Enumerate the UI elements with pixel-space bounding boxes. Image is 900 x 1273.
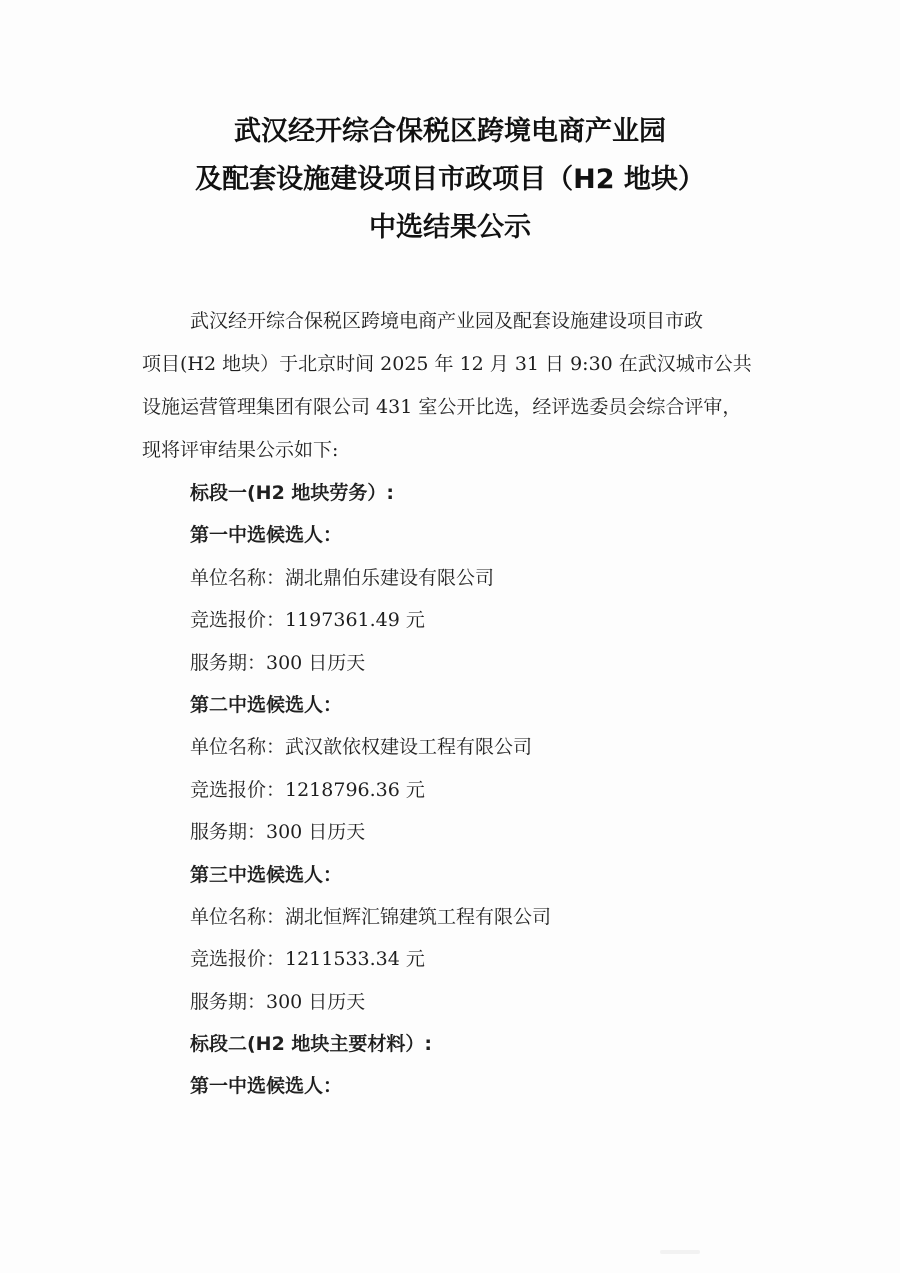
candidate-price: 竞选报价：1197361.49 元 [190,609,425,632]
intro-paragraph [142,300,782,472]
results-list [190,472,830,1108]
intro-line-2: 项目(H2 地块）于北京时间 2025 年 12 月 31 日 9:30 在武汉城市公共 [142,353,752,375]
title-line-1: 武汉经开综合保税区跨境电商产业园 [234,116,666,147]
candidate-rank: 第三中选候选人： [190,863,343,886]
candidate-rank: 第二中选候选人： [190,693,343,716]
candidate-company: 单位名称：武汉歆依权建设工程有限公司 [190,736,533,759]
candidate-price: 竞选报价：1211533.34 元 [190,948,425,971]
candidate-price: 竞选报价：1218796.36 元 [190,778,425,801]
candidate-period: 服务期：300 日历天 [190,651,366,674]
scan-speck [660,1250,700,1254]
intro-line-4: 现将评审结果公示如下: [142,439,339,461]
candidate-company: 单位名称：湖北恒辉汇锦建筑工程有限公司 [190,905,552,928]
intro-line-3: 设施运营管理集团有限公司 431 室公开比选，经评选委员会综合评审， [142,396,742,418]
candidate-period: 服务期：300 日历天 [190,821,366,844]
title-line-2: 及配套设施建设项目市政项目（H2 地块） [195,164,705,195]
candidate-company: 单位名称：湖北鼎伯乐建设有限公司 [190,566,495,589]
candidate-rank: 第一中选候选人： [190,524,343,547]
title-line-3: 中选结果公示 [369,212,531,243]
document-title [0,108,900,252]
candidate-rank: 第一中选候选人： [190,1075,343,1098]
section-heading: 标段二(H2 地块主要材料）: [190,1033,433,1056]
candidate-period: 服务期：300 日历天 [190,990,366,1013]
intro-line-1: 武汉经开综合保税区跨境电商产业园及配套设施建设项目市政 [190,310,704,332]
section-heading: 标段一(H2 地块劳务）: [190,482,395,504]
